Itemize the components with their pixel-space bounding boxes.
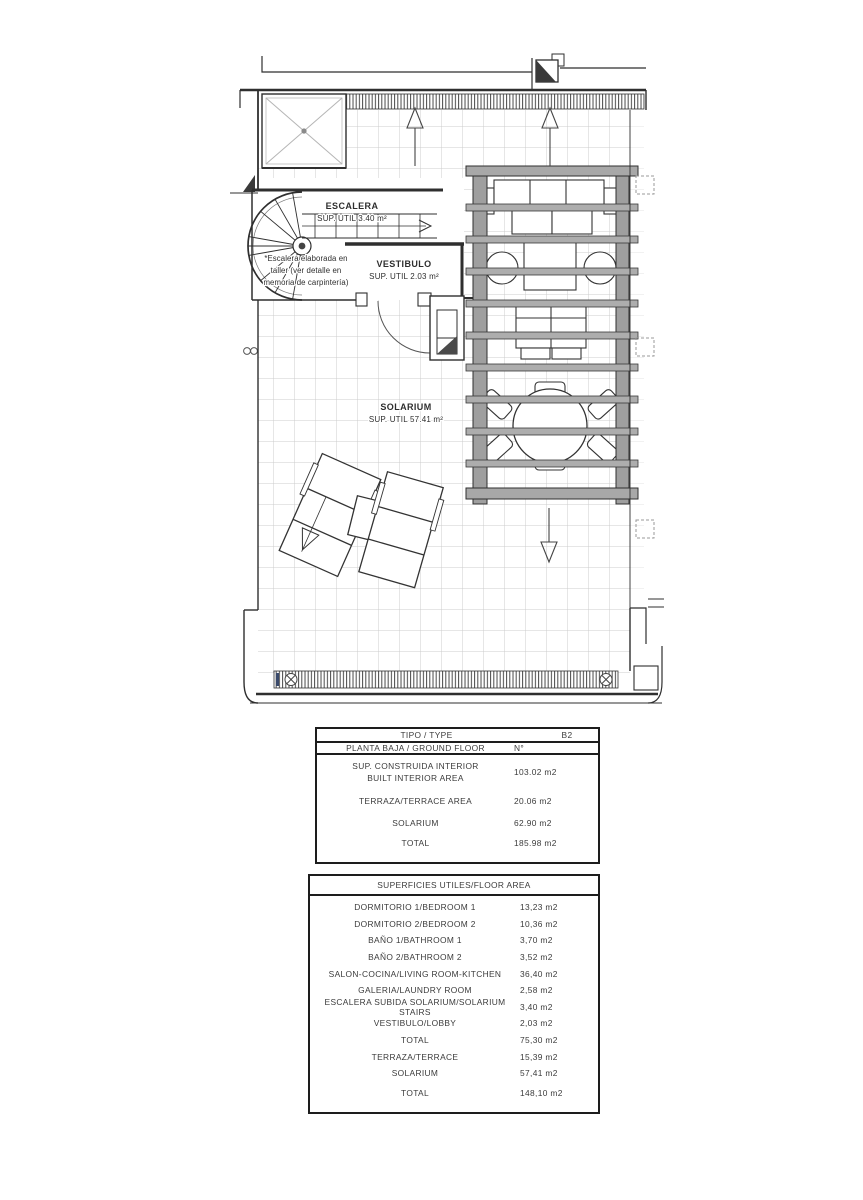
- table-row: BAÑO 1/BATHROOM 1 3,70 m2: [368, 935, 553, 946]
- type-label: TIPO / TYPE: [400, 729, 453, 740]
- vestibulo-label: VESTIBULO: [376, 259, 432, 269]
- table-row: [317, 743, 598, 755]
- terrace-value: 20.06 m2: [514, 796, 552, 806]
- drain-icon: [285, 674, 297, 686]
- built-interior-value: 103.02 m2: [514, 767, 557, 778]
- table-row: [317, 729, 598, 743]
- escalera-label: ESCALERA: [325, 201, 379, 211]
- drain-channel-bottom: [274, 671, 618, 688]
- drain-icon: [600, 674, 612, 686]
- type-value: B2: [561, 729, 573, 740]
- summary-table: [315, 727, 600, 864]
- table-row: DORMITORIO 2/BEDROOM 2 10,36 m2: [354, 918, 558, 929]
- built-interior-label: SUP. CONSTRUIDA INTERIOR BUILT INTERIOR AREA: [352, 760, 479, 784]
- table-row: VESTIBULO/LOBBY 2,03 m2: [373, 1018, 553, 1029]
- floor-label: PLANTA BAJA / GROUND FLOOR: [346, 742, 485, 753]
- floor-areas-table: [308, 874, 600, 1114]
- svg-text:*Escalera elaborada en: *Escalera elaborada en: [264, 254, 348, 263]
- floor-number: N°: [514, 742, 525, 753]
- stair-note: [263, 254, 348, 287]
- summary-total-value: 185.98 m2: [514, 838, 557, 848]
- table-row: DORMITORIO 1/BEDROOM 1 13,23 m2: [354, 902, 558, 913]
- ac-unit: [430, 296, 464, 360]
- table-row: GALERIA/LAUNDRY ROOM 2,58 m2: [358, 985, 553, 996]
- table-row: SOLARIUM 57,41 m2: [391, 1068, 558, 1079]
- table-row-total: [310, 1085, 598, 1101]
- gravel-strip-top: [346, 94, 644, 109]
- areas-total-label: TOTAL: [401, 1088, 429, 1098]
- vestibulo-area-label: SUP. UTIL 2.03 m²: [369, 272, 439, 281]
- areas-table-title: SUPERFICIES UTILES/FLOOR AREA: [377, 880, 531, 890]
- summary-total-label: TOTAL: [401, 838, 430, 848]
- table-row: TOTAL 75,30 m2: [401, 1035, 558, 1046]
- table-row: [317, 813, 598, 833]
- table-row: TERRAZA/TERRACE 15,39 m2: [371, 1051, 558, 1062]
- table-row: [317, 791, 598, 811]
- solarium-area-label: SUP. UTIL 57.41 m²: [368, 415, 444, 424]
- solarium-built-value: 62.90 m2: [514, 818, 552, 828]
- table-header: [310, 876, 598, 896]
- table-row: SALON-COCINA/LIVING ROOM-KITCHEN 36,40 m2: [328, 968, 558, 979]
- solarium-label: SOLARIUM: [380, 402, 432, 412]
- table-row: BAÑO 2/BATHROOM 2 3,52 m2: [368, 952, 553, 963]
- solarium-built-label: SOLARIUM: [392, 818, 439, 828]
- terrace-label: TERRAZA/TERRACE AREA: [358, 796, 473, 806]
- svg-text:memoria de carpintería): memoria de carpintería): [263, 278, 349, 287]
- escalera-area-label: SUP. UTIL 3.40 m²: [317, 214, 387, 223]
- table-row-total: [317, 833, 598, 853]
- skylight: [262, 94, 346, 168]
- chimney-vent-icon: [536, 54, 564, 82]
- svg-text:taller (ver detalle en: taller (ver detalle en: [270, 266, 342, 275]
- table-row: ESCALERA SUBIDA SOLARIUM/SOLARIUM STAIRS 3,40 m2: [324, 996, 553, 1017]
- table-row: [317, 760, 598, 785]
- areas-total-value: 148,10 m2: [520, 1088, 563, 1098]
